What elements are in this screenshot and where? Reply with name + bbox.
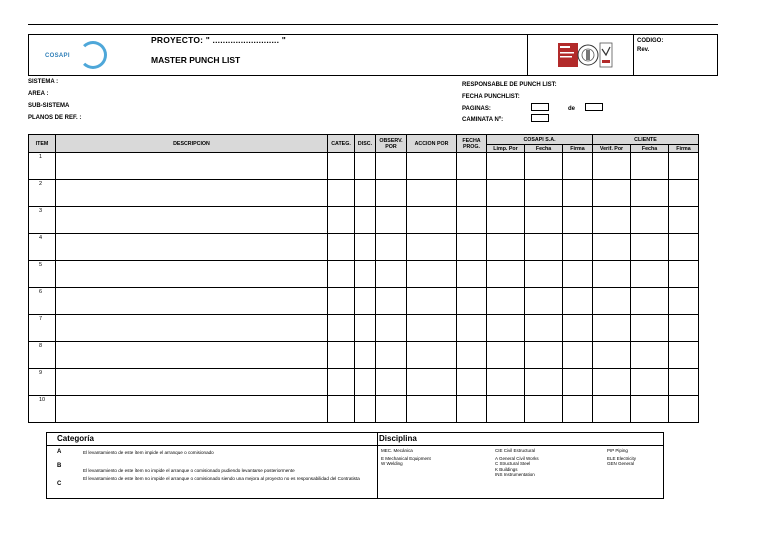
col-item: ITEM bbox=[29, 135, 56, 153]
table-cell[interactable] bbox=[56, 342, 328, 369]
table-cell[interactable] bbox=[525, 396, 563, 423]
table-cell[interactable] bbox=[355, 207, 376, 234]
table-cell[interactable] bbox=[376, 207, 407, 234]
discipline-item: MEC. Mecánica bbox=[381, 448, 413, 453]
table-cell[interactable] bbox=[593, 396, 631, 423]
table-cell[interactable] bbox=[328, 396, 355, 423]
col-fecha-prog: FECHA PROG. bbox=[457, 135, 487, 153]
table-cell[interactable] bbox=[376, 369, 407, 396]
table-cell[interactable] bbox=[525, 369, 563, 396]
table-row bbox=[29, 207, 699, 234]
sub-firma-cliente: Firma bbox=[669, 145, 699, 153]
category-text-b: El levantamiento de este ítem no impide el arranque o comisionado pudiendo levantarse posteriormente bbox=[83, 468, 295, 473]
table-cell[interactable] bbox=[376, 315, 407, 342]
category-text-c: El levantamiento de este ítem no impide el arranque o comisionado siendo una mejora al proyecto no es responsabilidad del Contratista bbox=[83, 476, 360, 481]
table-cell[interactable] bbox=[593, 234, 631, 261]
table-row bbox=[29, 315, 699, 342]
field-planos: PLANOS DE REF. : bbox=[28, 115, 82, 121]
table-cell[interactable] bbox=[487, 369, 525, 396]
table-cell[interactable] bbox=[355, 369, 376, 396]
sub-limp-por: Limp. Por bbox=[487, 145, 525, 153]
code-label: CODIGO: bbox=[637, 38, 664, 44]
table-cell[interactable] bbox=[376, 180, 407, 207]
table-cell[interactable] bbox=[328, 261, 355, 288]
legend-divider bbox=[377, 433, 378, 498]
item-number: 6 bbox=[29, 288, 56, 315]
table-cell[interactable] bbox=[525, 234, 563, 261]
table-cell[interactable] bbox=[563, 153, 593, 180]
table-cell[interactable] bbox=[487, 207, 525, 234]
legend-title-rule bbox=[47, 445, 663, 446]
table-cell[interactable] bbox=[457, 396, 487, 423]
col-observ: OBSERV. POR bbox=[376, 135, 407, 153]
table-row bbox=[29, 234, 699, 261]
document-title: MASTER PUNCH LIST bbox=[151, 55, 241, 65]
table-row bbox=[29, 342, 699, 369]
discipline-item: K Buildings bbox=[495, 466, 518, 472]
disciplina-title: Disciplina bbox=[379, 434, 417, 443]
table-cell[interactable] bbox=[631, 396, 669, 423]
field-date: FECHA PUNCHLIST: bbox=[462, 94, 520, 100]
table-cell[interactable] bbox=[355, 396, 376, 423]
discipline-col-1 bbox=[381, 448, 431, 467]
table-cell[interactable] bbox=[376, 261, 407, 288]
certification-seals bbox=[527, 35, 634, 75]
table-cell[interactable] bbox=[631, 180, 669, 207]
table-cell[interactable] bbox=[355, 180, 376, 207]
table-cell[interactable] bbox=[631, 261, 669, 288]
certification-seals-icon bbox=[528, 35, 634, 75]
field-sistema: SISTEMA : bbox=[28, 79, 59, 85]
table-cell[interactable] bbox=[563, 315, 593, 342]
company-logo bbox=[29, 35, 147, 75]
code-cell bbox=[633, 35, 718, 75]
table-cell[interactable] bbox=[457, 207, 487, 234]
table-cell[interactable] bbox=[563, 234, 593, 261]
table-cell[interactable] bbox=[525, 261, 563, 288]
table-cell[interactable] bbox=[407, 396, 457, 423]
table-cell[interactable] bbox=[487, 180, 525, 207]
table-cell[interactable] bbox=[669, 180, 699, 207]
table-cell[interactable] bbox=[563, 396, 593, 423]
discipline-item: W Welding bbox=[381, 461, 403, 466]
table-cell[interactable] bbox=[487, 288, 525, 315]
col-cosapi: COSAPI S.A. bbox=[487, 135, 593, 145]
table-cell[interactable] bbox=[355, 234, 376, 261]
pages-box[interactable] bbox=[531, 103, 549, 111]
category-text-a: El levantamiento de este ítem impide el arranque o comisionado bbox=[83, 450, 214, 455]
rev-label: Rev. bbox=[637, 47, 650, 53]
table-cell[interactable] bbox=[56, 288, 328, 315]
table-cell[interactable] bbox=[407, 153, 457, 180]
table-cell[interactable] bbox=[407, 315, 457, 342]
table-cell[interactable] bbox=[669, 288, 699, 315]
item-number: 2 bbox=[29, 180, 56, 207]
table-row bbox=[29, 261, 699, 288]
table-cell[interactable] bbox=[328, 369, 355, 396]
document-header bbox=[28, 34, 718, 76]
table-row bbox=[29, 180, 699, 207]
table-cell[interactable] bbox=[457, 261, 487, 288]
table-row bbox=[29, 288, 699, 315]
sub-verif-por: Verif. Por bbox=[593, 145, 631, 153]
table-cell[interactable] bbox=[56, 261, 328, 288]
table-row bbox=[29, 369, 699, 396]
discipline-item: ELE Electricity bbox=[607, 455, 637, 461]
item-number: 4 bbox=[29, 234, 56, 261]
info-fields bbox=[28, 79, 718, 124]
table-cell[interactable] bbox=[56, 180, 328, 207]
table-cell[interactable] bbox=[525, 207, 563, 234]
table-cell[interactable] bbox=[593, 369, 631, 396]
field-pages: PAGINAS: bbox=[462, 106, 491, 112]
table-cell[interactable] bbox=[56, 153, 328, 180]
table-cell[interactable] bbox=[328, 342, 355, 369]
item-number: 10 bbox=[29, 396, 56, 423]
table-cell[interactable] bbox=[328, 153, 355, 180]
table-cell[interactable] bbox=[407, 180, 457, 207]
table-cell[interactable] bbox=[669, 207, 699, 234]
table-cell[interactable] bbox=[407, 234, 457, 261]
discipline-item: INS Instrumentation bbox=[495, 472, 535, 477]
table-cell[interactable] bbox=[669, 234, 699, 261]
table-cell[interactable] bbox=[525, 342, 563, 369]
category-key-a: A bbox=[57, 449, 62, 455]
discipline-col-2 bbox=[495, 448, 539, 478]
table-cell[interactable] bbox=[457, 180, 487, 207]
field-subsistema: SUB-SISTEMA bbox=[28, 103, 70, 109]
table-cell[interactable] bbox=[631, 153, 669, 180]
item-number: 7 bbox=[29, 315, 56, 342]
field-responsible: RESPONSABLE DE PUNCH LIST: bbox=[462, 82, 557, 88]
category-key-b: B bbox=[57, 463, 62, 469]
table-cell[interactable] bbox=[593, 315, 631, 342]
discipline-item: E Mechanical Equipment bbox=[381, 455, 431, 461]
table-cell[interactable] bbox=[328, 180, 355, 207]
table-cell[interactable] bbox=[487, 342, 525, 369]
table-cell[interactable] bbox=[631, 369, 669, 396]
table-cell[interactable] bbox=[669, 315, 699, 342]
table-cell[interactable] bbox=[328, 207, 355, 234]
table-cell[interactable] bbox=[525, 315, 563, 342]
punch-list-table bbox=[28, 134, 699, 423]
table-cell[interactable] bbox=[56, 207, 328, 234]
col-cliente: CLIENTE bbox=[593, 135, 699, 145]
table-cell[interactable] bbox=[376, 396, 407, 423]
table-cell[interactable] bbox=[669, 396, 699, 423]
col-disc: DISC. bbox=[355, 135, 376, 153]
table-cell[interactable] bbox=[631, 315, 669, 342]
table-cell[interactable] bbox=[631, 288, 669, 315]
table-cell[interactable] bbox=[355, 315, 376, 342]
table-cell[interactable] bbox=[487, 261, 525, 288]
table-cell[interactable] bbox=[487, 234, 525, 261]
table-cell[interactable] bbox=[355, 261, 376, 288]
table-cell[interactable] bbox=[407, 288, 457, 315]
table-cell[interactable] bbox=[457, 369, 487, 396]
table-cell[interactable] bbox=[328, 288, 355, 315]
table-row bbox=[29, 396, 699, 423]
discipline-item: C Structural Steel bbox=[495, 461, 531, 466]
table-cell[interactable] bbox=[563, 342, 593, 369]
table-cell[interactable] bbox=[457, 342, 487, 369]
item-number: 3 bbox=[29, 207, 56, 234]
table-cell[interactable] bbox=[407, 261, 457, 288]
table-row bbox=[29, 153, 699, 180]
walk-box[interactable] bbox=[531, 114, 549, 122]
table-cell[interactable] bbox=[56, 234, 328, 261]
table-cell[interactable] bbox=[407, 369, 457, 396]
table-cell[interactable] bbox=[525, 153, 563, 180]
item-number: 5 bbox=[29, 261, 56, 288]
table-cell[interactable] bbox=[593, 180, 631, 207]
table-cell[interactable] bbox=[631, 207, 669, 234]
table-cell[interactable] bbox=[563, 261, 593, 288]
logo-text: COSAPI bbox=[45, 53, 70, 59]
pages-of: de bbox=[568, 106, 576, 112]
item-number: 1 bbox=[29, 153, 56, 180]
table-cell[interactable] bbox=[355, 288, 376, 315]
discipline-item: GEN General bbox=[607, 461, 635, 466]
discipline-item: A General Civil Works bbox=[495, 455, 539, 461]
table-cell[interactable] bbox=[563, 288, 593, 315]
project-label: PROYECTO: " .......................... " bbox=[151, 35, 286, 45]
table-cell[interactable] bbox=[376, 153, 407, 180]
table-cell[interactable] bbox=[593, 153, 631, 180]
table-cell[interactable] bbox=[328, 234, 355, 261]
col-descripcion: DESCRIPCION bbox=[56, 135, 328, 153]
discipline-item: PIP Piping bbox=[607, 448, 628, 453]
table-cell[interactable] bbox=[593, 261, 631, 288]
table-cell[interactable] bbox=[355, 153, 376, 180]
table-cell[interactable] bbox=[355, 342, 376, 369]
table-cell[interactable] bbox=[407, 342, 457, 369]
pages-total-box[interactable] bbox=[585, 103, 603, 111]
field-area: AREA : bbox=[28, 91, 49, 97]
table-cell[interactable] bbox=[376, 234, 407, 261]
table-cell[interactable] bbox=[563, 369, 593, 396]
table-cell[interactable] bbox=[328, 315, 355, 342]
title-cell bbox=[147, 35, 527, 75]
legend bbox=[46, 432, 664, 499]
top-rule bbox=[28, 24, 718, 25]
categoria-title: Categoría bbox=[57, 434, 94, 443]
table-cell[interactable] bbox=[669, 369, 699, 396]
table-cell[interactable] bbox=[525, 288, 563, 315]
table-cell[interactable] bbox=[487, 153, 525, 180]
table-cell[interactable] bbox=[376, 288, 407, 315]
table-cell[interactable] bbox=[525, 180, 563, 207]
table-cell[interactable] bbox=[56, 396, 328, 423]
table-cell[interactable] bbox=[563, 180, 593, 207]
table-cell[interactable] bbox=[56, 315, 328, 342]
table-cell[interactable] bbox=[56, 369, 328, 396]
discipline-item: CIE Civil Estructural bbox=[495, 448, 536, 453]
field-walk: CAMINATA Nº: bbox=[462, 117, 504, 123]
category-key-c: C bbox=[57, 481, 62, 487]
table-cell[interactable] bbox=[563, 207, 593, 234]
discipline-col-3 bbox=[607, 448, 636, 467]
table-cell[interactable] bbox=[669, 342, 699, 369]
table-cell[interactable] bbox=[407, 207, 457, 234]
table-cell[interactable] bbox=[487, 315, 525, 342]
table-cell[interactable] bbox=[593, 207, 631, 234]
table-cell[interactable] bbox=[457, 288, 487, 315]
col-categ: CATEG. bbox=[328, 135, 355, 153]
item-number: 8 bbox=[29, 342, 56, 369]
sub-firma-cosapi: Firma bbox=[563, 145, 593, 153]
sub-fecha-cliente: Fecha bbox=[631, 145, 669, 153]
table-cell[interactable] bbox=[457, 153, 487, 180]
table-cell[interactable] bbox=[457, 315, 487, 342]
table-cell[interactable] bbox=[631, 342, 669, 369]
table-cell[interactable] bbox=[487, 396, 525, 423]
table-cell[interactable] bbox=[631, 234, 669, 261]
sub-fecha-cosapi: Fecha bbox=[525, 145, 563, 153]
table-cell[interactable] bbox=[669, 153, 699, 180]
table-cell[interactable] bbox=[593, 288, 631, 315]
table-cell[interactable] bbox=[457, 234, 487, 261]
table-cell[interactable] bbox=[593, 342, 631, 369]
item-number: 9 bbox=[29, 369, 56, 396]
table-cell[interactable] bbox=[669, 261, 699, 288]
col-accion: ACCION POR bbox=[407, 135, 457, 153]
table-cell[interactable] bbox=[376, 342, 407, 369]
logo-ring-icon bbox=[79, 41, 107, 69]
